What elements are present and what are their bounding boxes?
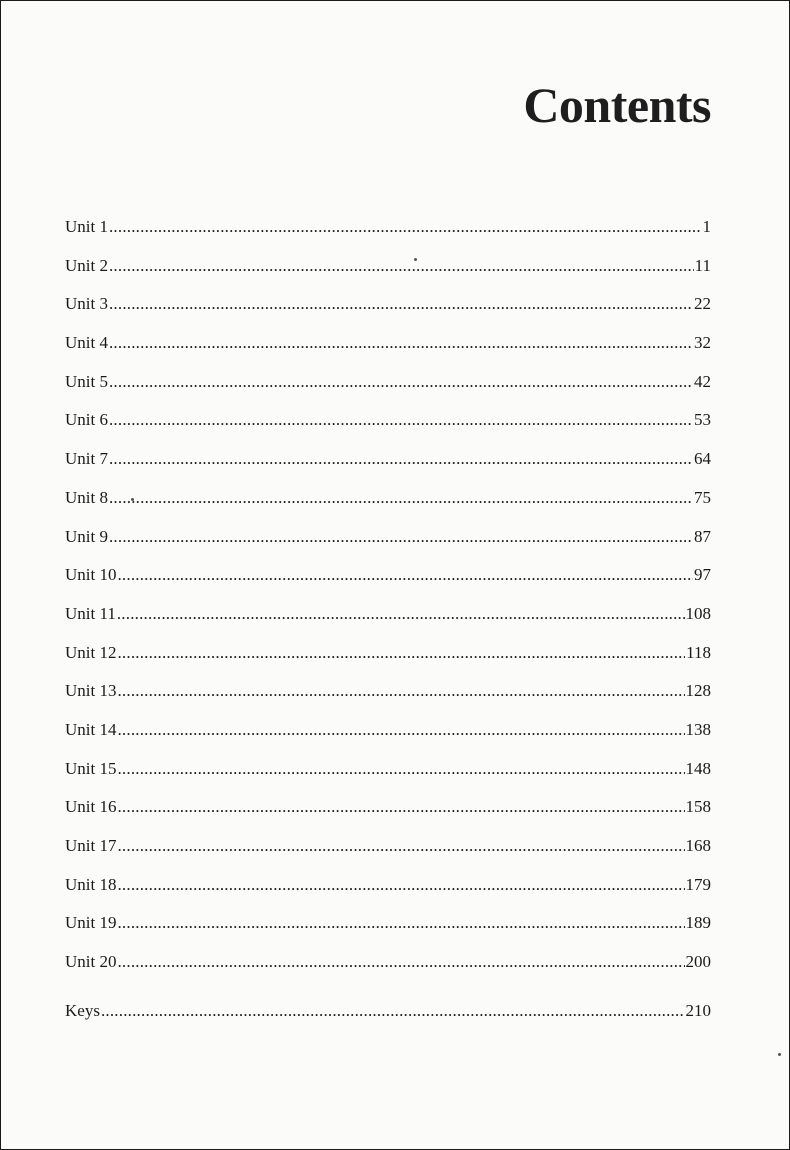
toc-entry <box>65 324 711 363</box>
toc-entry-page: 148 <box>685 758 711 778</box>
dot-leader <box>109 401 693 440</box>
toc-entry-label: Unit 17 <box>65 836 117 855</box>
toc-entry <box>65 401 711 440</box>
toc-entry-page: 64 <box>694 449 711 469</box>
toc-entry-page: 138 <box>685 719 711 739</box>
toc-entry-page: 87 <box>694 526 711 546</box>
toc-entry <box>65 866 711 905</box>
scan-speck <box>414 258 417 261</box>
toc-entry-page: 210 <box>685 1000 711 1020</box>
toc-entry <box>65 363 711 402</box>
dot-leader <box>101 992 685 1031</box>
toc-entry-label: Unit 13 <box>65 681 117 701</box>
dot-leader <box>109 285 693 324</box>
toc-entry-label: Unit 12 <box>65 642 117 662</box>
dot-leader <box>109 518 693 557</box>
scan-speck <box>778 1053 781 1056</box>
toc-entry-page: 32 <box>694 333 711 353</box>
toc-entry-label: Unit 14 <box>65 719 117 739</box>
toc-entry-label: Unit 7 <box>65 449 108 469</box>
toc-entry-page: 22 <box>694 294 711 314</box>
dot-leader <box>117 595 685 634</box>
toc-entry-label: Keys <box>65 1000 100 1020</box>
toc-entry-label: Unit 9 <box>65 526 108 546</box>
toc-entry-page: 1 <box>702 217 711 236</box>
dot-leader <box>117 711 684 750</box>
toc-entry-label: Unit 19 <box>65 913 117 933</box>
toc-entry <box>65 285 711 324</box>
dot-leader <box>109 440 693 479</box>
toc-entry-label: Unit 15 <box>65 758 117 778</box>
dot-leader <box>109 247 694 286</box>
toc-entry <box>65 827 711 866</box>
toc-entry-page: 53 <box>694 410 711 430</box>
dot-leader <box>117 634 685 673</box>
toc-entry-label: Unit 11 <box>65 603 116 623</box>
toc-entry-page: 118 <box>686 642 711 662</box>
dot-leader <box>109 479 693 518</box>
toc-entry-label: Unit 3 <box>65 294 108 314</box>
toc-entry-page: 97 <box>694 565 711 585</box>
dot-leader <box>117 827 684 866</box>
toc-entry <box>65 943 711 982</box>
toc-entry-label: Unit 16 <box>65 797 117 817</box>
scan-speck <box>131 498 134 501</box>
dot-leader <box>117 672 684 711</box>
toc-entry-label: Unit 5 <box>65 371 108 391</box>
toc-entry-label: Unit 4 <box>65 333 108 353</box>
toc-entry-page: 75 <box>694 487 711 507</box>
dot-leader <box>117 750 684 789</box>
toc-entry-page: 108 <box>685 603 711 623</box>
toc-entry-label: Unit 6 <box>65 410 108 430</box>
toc-entry <box>65 556 711 595</box>
toc-entry <box>65 247 711 286</box>
toc-entry-label: Unit 1 <box>65 217 108 236</box>
toc-entry-label: Unit 20 <box>65 952 117 972</box>
dot-leader <box>109 324 693 363</box>
dot-leader <box>109 208 702 247</box>
toc-entry-page: 11 <box>694 255 711 275</box>
toc-entry-label: Unit 2 <box>65 255 108 275</box>
dot-leader <box>117 788 684 827</box>
toc-entry-keys <box>65 992 711 1031</box>
toc-entry <box>65 711 711 750</box>
toc-entry-page: 128 <box>685 681 711 701</box>
toc-entry <box>65 634 711 673</box>
toc-entry <box>65 595 711 634</box>
toc-entry <box>65 518 711 557</box>
toc-entry-page: 179 <box>685 874 711 894</box>
dot-leader <box>117 943 684 982</box>
table-of-contents <box>65 208 711 1030</box>
toc-entry-label: Unit 18 <box>65 874 117 894</box>
toc-entry <box>65 904 711 943</box>
toc-entry-page: 158 <box>685 797 711 817</box>
toc-entry <box>65 788 711 827</box>
dot-leader <box>109 363 693 402</box>
toc-entry <box>65 440 711 479</box>
dot-leader <box>117 866 684 905</box>
toc-entry-label: Unit 10 <box>65 565 117 585</box>
toc-entry-label: Unit 8 <box>65 487 108 507</box>
toc-entry-page: 189 <box>685 913 711 933</box>
toc-entry-page: 200 <box>685 952 711 972</box>
dot-leader <box>117 904 684 943</box>
toc-entry <box>65 479 711 518</box>
toc-entry <box>65 672 711 711</box>
toc-entry <box>65 208 711 247</box>
toc-entry <box>65 750 711 789</box>
dot-leader <box>117 556 693 595</box>
toc-entry-page: 168 <box>685 836 711 855</box>
page-title: Contents <box>523 77 711 133</box>
toc-entry-page: 42 <box>694 371 711 391</box>
